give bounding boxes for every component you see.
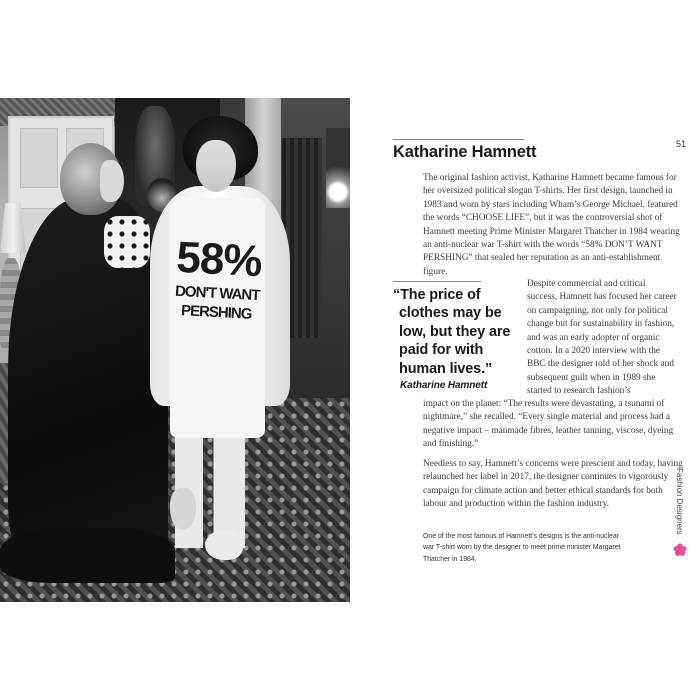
pull-quote-rule [393,281,481,282]
photo-caption: One of the most famous of Hamnett’s designs is the anti-nuclear war T-shirt worn by the designer to meet prime minister Margaret Thatcher in 1984. [423,533,621,563]
pull-quote-text: “The price of clothes may be low, but they are paid for with human lives.” [393,287,511,377]
heading-rule [393,139,524,140]
photo-thatcher-dress-hem [0,528,175,583]
section-label: Fashion Designers [675,468,684,535]
photo-sneaker-right [205,530,243,560]
continuation-paragraph: impact on the planet: “The results were devastating, a tsunami of nightmare,” she recalled. “Every single material and process had a negative impact – manmade fibres, leather tanning, viscose, dyeing and finishing.” [423,399,674,450]
pull-quote [393,286,521,393]
photo-sneaker-left [170,488,196,530]
door-panel [20,128,58,188]
photo-tshirt-slogan [172,232,264,323]
slogan-line-2: DON'T WANT [174,282,260,305]
side-column-paragraph: Despite commercial and critical success, Hamnett has focused her career on campaigning, not only for political change but for sustainability in fashion, and was an early adopter of organic cotton. In a 2020 interview with the BBC the designer told of her shock and subsequent guilt when in 1989 she started to research fashion’s [527,279,677,397]
photo-hamnett-face [196,140,236,192]
section-tab [672,468,684,538]
pull-quote-attribution: Katharine Hamnett [400,380,488,392]
photo-chandelier [326,128,350,208]
photo-ermine-collar [104,216,150,268]
flower-icon [673,543,687,557]
slogan-line-3: PERSHING [180,302,252,323]
page-number: 51 [676,139,687,149]
article-photograph [0,98,350,602]
intro-paragraph: The original fashion activist, Katharine Hamnett became famous for her oversized political slogan T-shirts. Her first design, launched in 1983 and worn by stars including Wham’s George Michael, featured the words “CHOOSE LIFE”, but it was the controversial shot of Hamnett meeting Prime Minister Margaret Thatcher in 1984 wearing an anti-nuclear war T-shirt with the words “58% DON’T WANT PERSHING” that sealed her reputation as an anti-establishment figure. [423,173,680,277]
article-title: Katharine Hamnett [393,143,537,161]
slogan-line-1: 58% [175,232,263,287]
photo-thatcher-face [100,160,124,202]
second-paragraph: Needless to say, Hamnett’s concerns were prescient and today, having relaunched her label in 2017, the designer continues to vigorously campaign for climate action and better ethical standards for both labour and production within the fashion industry. [423,459,683,510]
